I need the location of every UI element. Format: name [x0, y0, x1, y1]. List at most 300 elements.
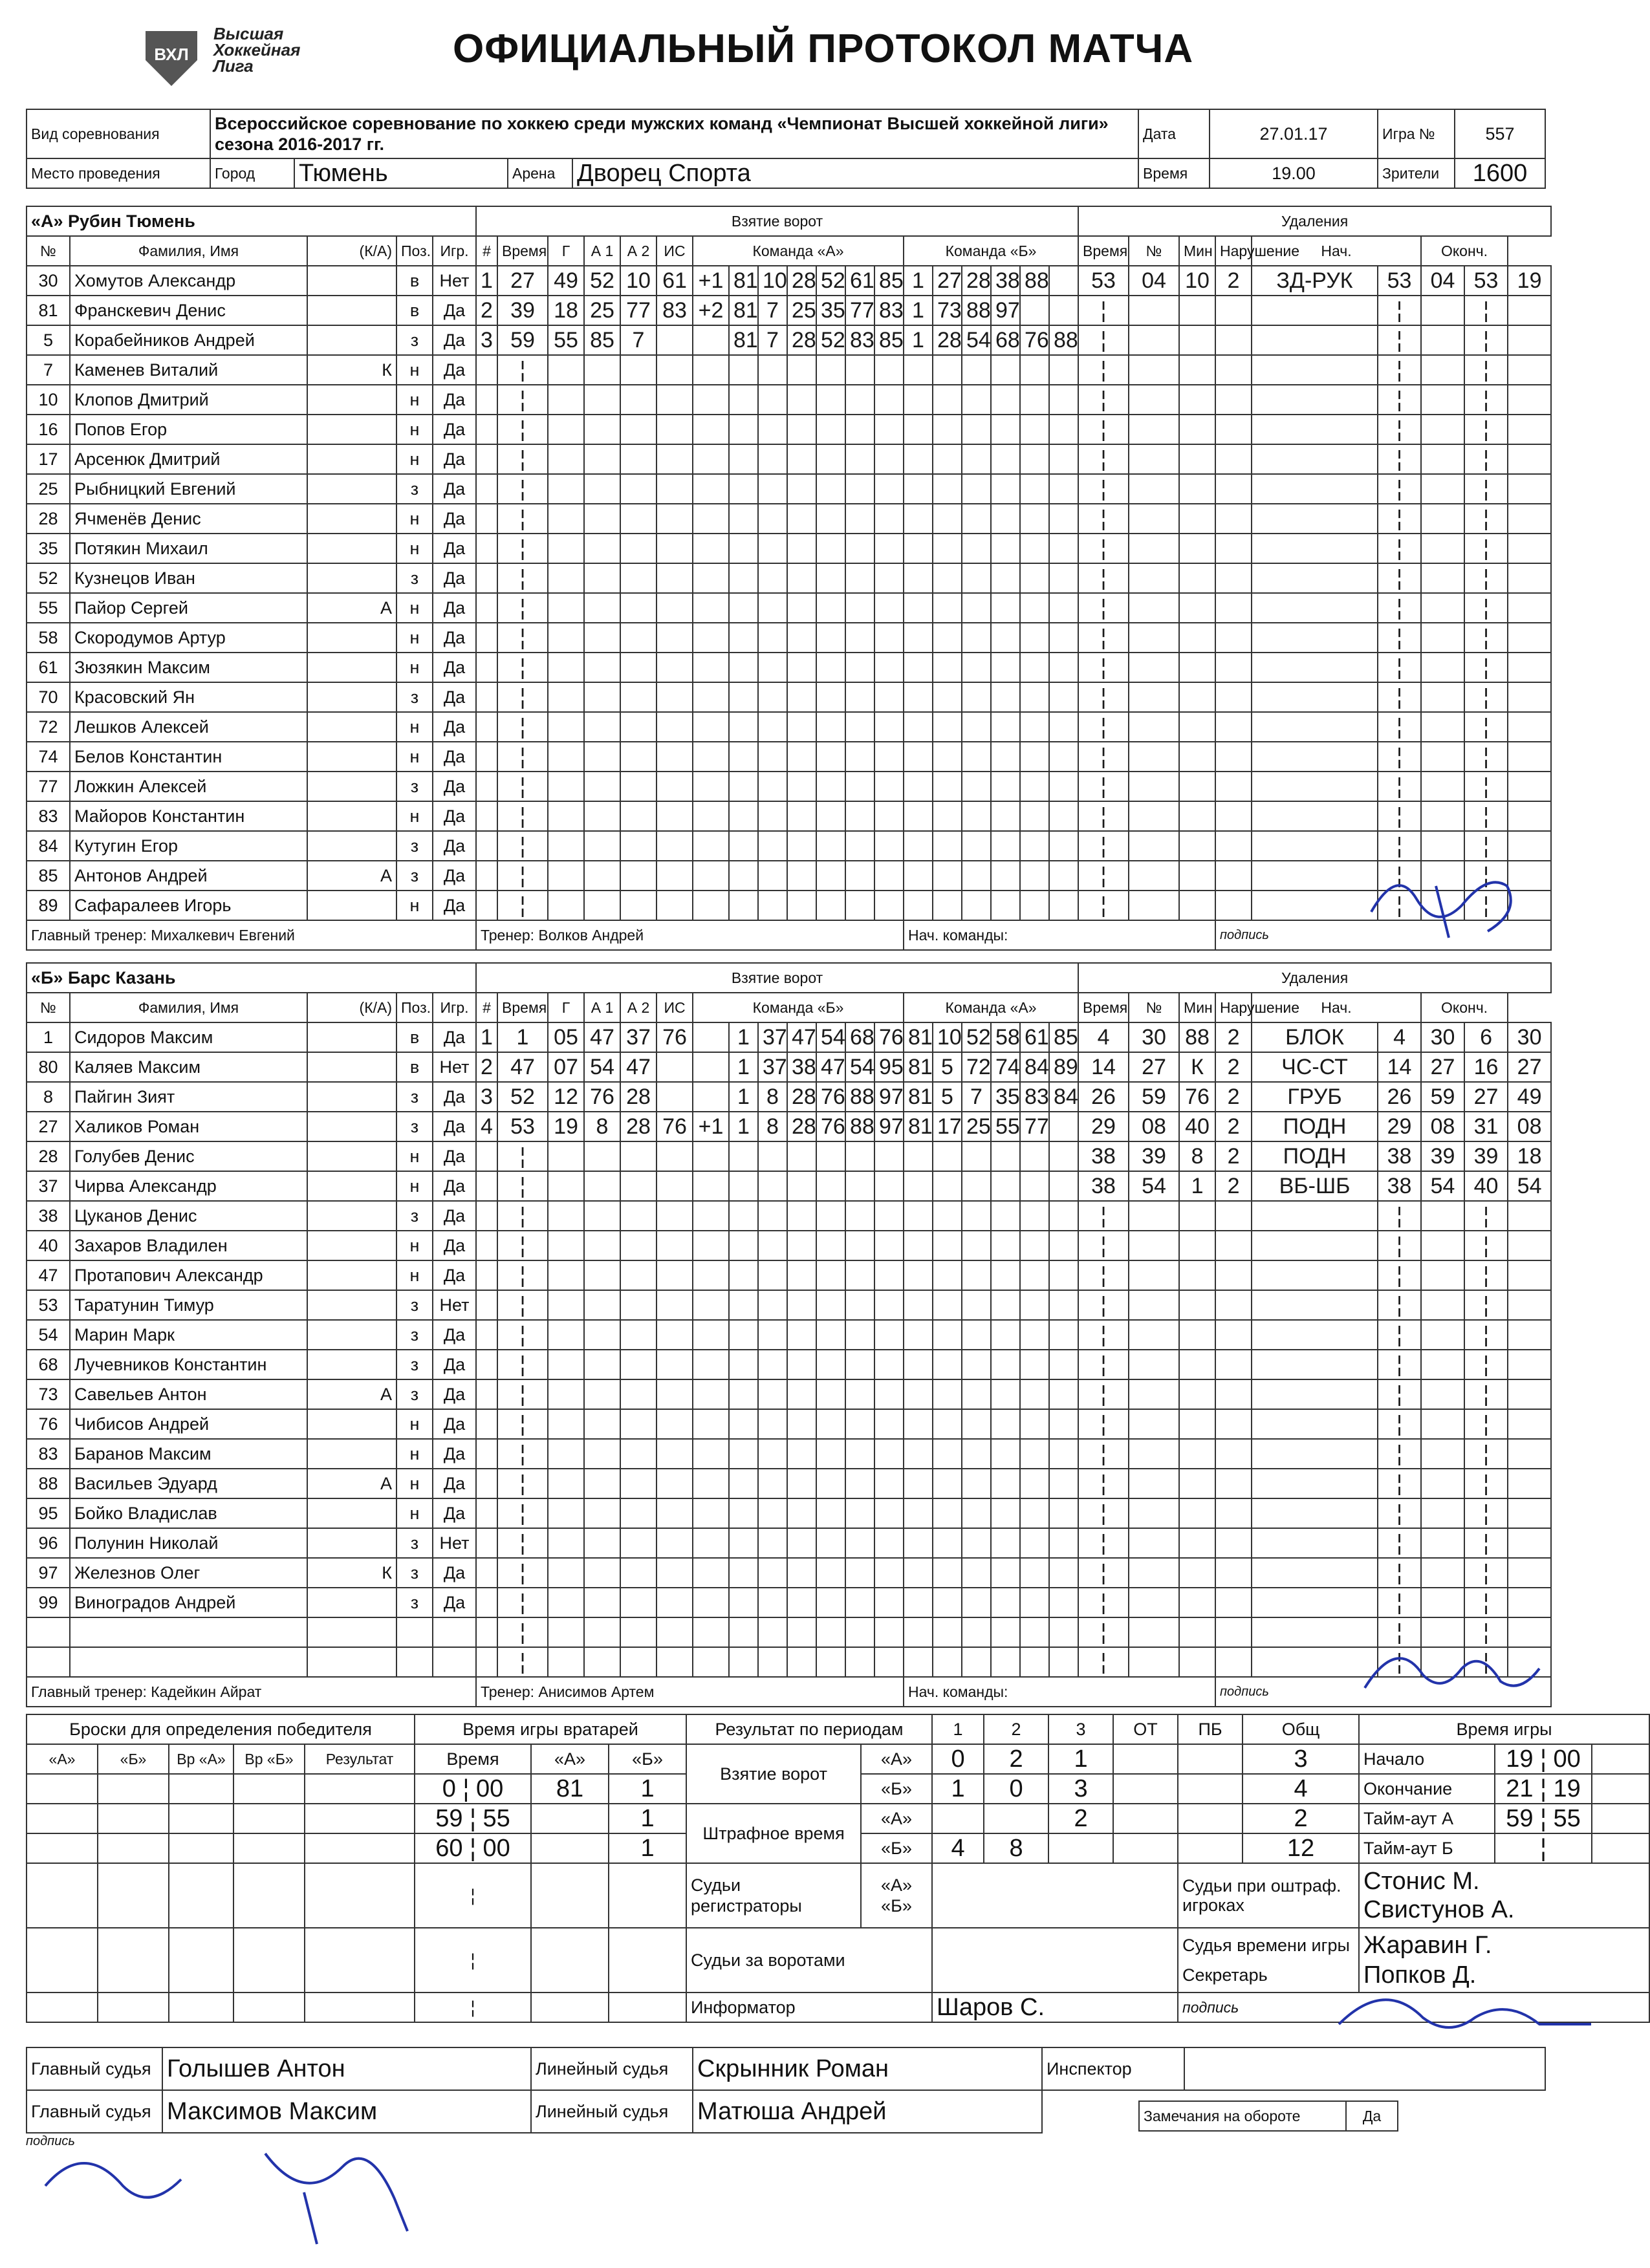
goalie-cell: 1 — [609, 1804, 686, 1833]
goal-cell: 88 — [1049, 325, 1078, 355]
penalty-cell — [1129, 861, 1179, 891]
penalty-cell — [1179, 563, 1215, 593]
player-position: з — [396, 831, 433, 861]
goalie-b-header: «Б» — [609, 1744, 686, 1774]
goal-cell — [693, 1260, 729, 1290]
goal-cell — [657, 474, 693, 504]
penalty-cell: 39 — [1129, 1141, 1179, 1171]
goal-cell — [476, 1558, 497, 1588]
goal-cell — [874, 385, 904, 415]
penalty-cell — [1252, 1439, 1378, 1469]
penalty-cell — [1421, 742, 1464, 772]
goal-cell — [787, 1201, 816, 1231]
col-a1-header: А 1 — [584, 993, 620, 1022]
goal-cell — [620, 623, 657, 653]
goal-cell — [787, 1498, 816, 1528]
goal-cell — [874, 1260, 904, 1290]
goal-cell — [693, 1498, 729, 1528]
goal-cell — [693, 444, 729, 474]
player-number: 53 — [27, 1290, 70, 1320]
penalty-cell: ¦ — [1378, 1439, 1421, 1469]
goal-cell — [476, 861, 497, 891]
player-number: 97 — [27, 1558, 70, 1588]
goal-cell — [816, 653, 845, 682]
penalty-cell: 54 — [1129, 1171, 1179, 1201]
trainer: Тренер: Волков Андрей — [476, 920, 904, 950]
player-number: 84 — [27, 831, 70, 861]
player-number: 77 — [27, 772, 70, 801]
penalty-cell — [1179, 415, 1215, 444]
player-name: Сафаралеев Игорь — [70, 891, 307, 920]
goal-cell — [933, 772, 962, 801]
penalty-cell — [1421, 1350, 1464, 1379]
player-name: Голубев Денис — [70, 1141, 307, 1171]
period-pb-header: ПБ — [1178, 1714, 1243, 1744]
goal-cell — [845, 1588, 874, 1617]
goal-cell — [758, 742, 787, 772]
goal-cell — [476, 1469, 497, 1498]
goal-cell — [845, 1409, 874, 1439]
team_a-table — [26, 206, 1552, 951]
goal-cell — [476, 891, 497, 920]
goal-cell — [476, 712, 497, 742]
goal-cell — [874, 474, 904, 504]
goal-cell — [548, 1558, 584, 1588]
player-number — [27, 1647, 70, 1677]
goal-cell — [845, 1379, 874, 1409]
penalty-cell: ¦ — [1464, 1260, 1508, 1290]
player-name: Корабейников Андрей — [70, 325, 307, 355]
goal-cell — [693, 682, 729, 712]
penalty-cell: ¦ — [1464, 474, 1508, 504]
goal-cell — [1020, 1409, 1049, 1439]
player-captain — [307, 1647, 396, 1677]
goal-cell — [758, 563, 787, 593]
col-pmin-header: Мин — [1179, 236, 1215, 266]
player-played: Да — [433, 891, 476, 920]
goal-cell — [991, 1469, 1020, 1498]
goal-cell — [1049, 504, 1078, 534]
penalty-cell: 38 — [1378, 1141, 1421, 1171]
penalty-cell: ¦ — [1378, 653, 1421, 682]
player-position: з — [396, 1320, 433, 1350]
penalty-cell — [1252, 1498, 1378, 1528]
penalty-cell — [1421, 474, 1464, 504]
penalty-cell: ¦ — [1078, 1439, 1129, 1469]
player-number: 28 — [27, 504, 70, 534]
player-position: н — [396, 415, 433, 444]
goal-cell — [620, 534, 657, 563]
penalty-cell — [1421, 1260, 1464, 1290]
penalty-cell: БЛОК — [1252, 1022, 1378, 1052]
player-number: 52 — [27, 563, 70, 593]
player-name: Пайгин Зият — [70, 1082, 307, 1112]
goal-cell — [933, 1617, 962, 1647]
goal-cell — [1049, 1647, 1078, 1677]
goal-cell — [816, 1558, 845, 1588]
goal-cell — [962, 742, 991, 772]
goal-cell — [933, 891, 962, 920]
period-total-cell: 4 — [1243, 1774, 1359, 1804]
goal-cell — [584, 444, 620, 474]
period-cell — [1178, 1833, 1243, 1863]
penalty-cell — [1129, 415, 1179, 444]
goal-cell — [1020, 861, 1049, 891]
goal-cell — [904, 415, 933, 444]
player-name: Пайор Сергей — [70, 593, 307, 623]
penalty-cell: ¦ — [1378, 474, 1421, 504]
goal-cell: 38 — [991, 266, 1020, 296]
goal-cell — [962, 385, 991, 415]
penalty-cell: 18 — [1508, 1141, 1551, 1171]
penalty-cell — [1252, 474, 1378, 504]
penalty-cell: ¦ — [1078, 1498, 1129, 1528]
goal-cell: 7 — [962, 1082, 991, 1112]
player-position: з — [396, 474, 433, 504]
goal-cell: 25 — [962, 1112, 991, 1141]
goal-cell — [816, 1528, 845, 1558]
penalty-cell — [1179, 623, 1215, 653]
goal-cell — [962, 1588, 991, 1617]
goal-cell — [620, 1290, 657, 1320]
goal-cell — [874, 593, 904, 623]
col-ptime-header: Время — [1078, 993, 1129, 1022]
goal-cell: 47 — [584, 1022, 620, 1052]
player-played: Да — [433, 1171, 476, 1201]
goal-cell — [476, 801, 497, 831]
player-position: н — [396, 1469, 433, 1498]
goal-cell: 8 — [758, 1082, 787, 1112]
goal-cell — [476, 1647, 497, 1677]
period-cell: 2 — [984, 1744, 1048, 1774]
goal-cell: 81 — [729, 325, 758, 355]
goal-cell — [758, 355, 787, 385]
trainer: Тренер: Анисимов Артем — [476, 1677, 904, 1707]
player-number: 37 — [27, 1171, 70, 1201]
shootout-b-header: «Б» — [98, 1744, 169, 1774]
goal-cell — [729, 504, 758, 534]
goal-cell — [991, 355, 1020, 385]
player-number: 76 — [27, 1409, 70, 1439]
player-row — [27, 742, 1551, 772]
goal-cell — [904, 1528, 933, 1558]
player-row — [27, 1617, 1551, 1647]
penalty-cell — [1215, 772, 1252, 801]
notes-label: Замечания на обороте — [1139, 2101, 1346, 2131]
goal-cell: 28 — [933, 325, 962, 355]
penalty-cell — [1508, 385, 1551, 415]
goal-cell — [548, 742, 584, 772]
penalty-cell: ¦ — [1078, 1469, 1129, 1498]
goal-cell — [962, 831, 991, 861]
goal-cell: 28 — [787, 266, 816, 296]
penalty-cell: К — [1179, 1052, 1215, 1082]
periods-pen-label: Штрафное время — [686, 1804, 861, 1863]
player-position: з — [396, 1290, 433, 1320]
goal-cell — [991, 1588, 1020, 1617]
goal-cell — [729, 831, 758, 861]
penalty-cell — [1179, 861, 1215, 891]
goal-cell — [962, 1617, 991, 1647]
goal-cell: 1 — [904, 266, 933, 296]
penalty-cell: ¦ — [1378, 831, 1421, 861]
goal-cell — [729, 1409, 758, 1439]
player-played: Да — [433, 653, 476, 682]
penalty-cell — [1508, 1320, 1551, 1350]
penalty-cell — [1179, 1350, 1215, 1379]
col-name-header: Фамилия, Имя — [70, 236, 307, 266]
period-cell — [1048, 1833, 1113, 1863]
goal-cell — [874, 1409, 904, 1439]
player-captain — [307, 772, 396, 801]
goal-cell — [1020, 772, 1049, 801]
penalty-cell — [1252, 742, 1378, 772]
penalty-cell — [1129, 534, 1179, 563]
goal-cell — [729, 474, 758, 504]
player-number: 35 — [27, 534, 70, 563]
team-chief: Нач. команды: — [904, 920, 1215, 950]
player-played: Да — [433, 296, 476, 325]
penalty-cell — [1179, 891, 1215, 920]
goal-cell — [933, 1260, 962, 1290]
player-name: Чибисов Андрей — [70, 1409, 307, 1439]
goal-cell — [548, 1141, 584, 1171]
player-name: Баранов Максим — [70, 1439, 307, 1469]
player-captain — [307, 1290, 396, 1320]
penalty-cell — [1508, 1409, 1551, 1439]
player-row — [27, 1231, 1551, 1260]
goal-cell — [816, 563, 845, 593]
goal-cell — [620, 1260, 657, 1290]
penalty-cell — [1215, 355, 1252, 385]
goal-cell — [933, 1171, 962, 1201]
goal-cell — [620, 444, 657, 474]
col-num-header: № — [27, 993, 70, 1022]
player-position: н — [396, 1439, 433, 1469]
vhl-logo-icon — [136, 25, 207, 89]
goal-cell: 1 — [729, 1022, 758, 1052]
periods-goals-label: Взятие ворот — [686, 1744, 861, 1804]
penalty-cell — [1215, 296, 1252, 325]
penalty-cell — [1215, 1260, 1252, 1290]
player-played: Да — [433, 1022, 476, 1052]
penalty-cell: ¦ — [1464, 325, 1508, 355]
penalty-cell — [1129, 1617, 1179, 1647]
penalty-cell — [1215, 1617, 1252, 1647]
goal-cell — [620, 1171, 657, 1201]
col-name-header: Фамилия, Имя — [70, 993, 307, 1022]
col-pnum-header: № — [1129, 993, 1179, 1022]
penalty-cell — [1179, 534, 1215, 563]
penalty-cell — [1252, 563, 1378, 593]
goal-cell — [729, 593, 758, 623]
player-captain — [307, 1350, 396, 1379]
goal-cell — [620, 1201, 657, 1231]
goal-cell — [758, 1201, 787, 1231]
goal-cell — [1020, 474, 1049, 504]
player-captain — [307, 563, 396, 593]
goal-cell — [548, 653, 584, 682]
penalty-cell: 38 — [1078, 1171, 1129, 1201]
goal-cell: 28 — [787, 1112, 816, 1141]
penalty-cell: ¦ — [1378, 1409, 1421, 1439]
goal-cell — [657, 623, 693, 653]
col-pos-header: Поз. — [396, 236, 433, 266]
penalty-cell — [1179, 296, 1215, 325]
goal-cell — [548, 831, 584, 861]
penalty-cell — [1129, 623, 1179, 653]
goal-cell — [758, 1528, 787, 1558]
goal-cell — [584, 742, 620, 772]
date-value: 27.01.17 — [1210, 109, 1378, 158]
penalty-cell — [1215, 742, 1252, 772]
penalty-cell — [1252, 444, 1378, 474]
penalty-cell — [1252, 1260, 1378, 1290]
player-position: з — [396, 1201, 433, 1231]
city-value: Тюмень — [294, 158, 508, 188]
penalty-cell: ¦ — [1464, 653, 1508, 682]
line-referee-label-2: Линейный судья — [531, 2090, 693, 2133]
goalie-row: 0 ¦ 00 — [415, 1774, 531, 1804]
signature-team-b — [1345, 1630, 1552, 1707]
goal-cell — [758, 891, 787, 920]
penalty-cell: ¦ — [1078, 653, 1129, 682]
goal-cell: ¦ — [497, 1260, 548, 1290]
goal-cell — [620, 1409, 657, 1439]
goalie-row: 60 ¦ 00 — [415, 1833, 531, 1863]
goal-cell — [816, 1439, 845, 1469]
goal-cell — [933, 563, 962, 593]
goal-cell — [787, 1320, 816, 1350]
periods-goals-a-label: «А» — [861, 1744, 932, 1774]
informer-value: Шаров С. — [932, 1993, 1178, 2022]
penalty-cell — [1508, 1379, 1551, 1409]
goal-cell: 83 — [657, 296, 693, 325]
penalty-cell: ¦ — [1464, 831, 1508, 861]
penalties-title: Удаления — [1078, 206, 1551, 236]
penalty-cell: ¦ — [1078, 593, 1129, 623]
goal-cell — [991, 1528, 1020, 1558]
goal-cell — [845, 712, 874, 742]
goal-cell — [693, 1231, 729, 1260]
goal-cell — [476, 1379, 497, 1409]
goal-cell — [904, 682, 933, 712]
goal-cell — [476, 1409, 497, 1439]
goal-cell — [1020, 1231, 1049, 1260]
goal-cell — [991, 1260, 1020, 1290]
player-row — [27, 355, 1551, 385]
player-position: н — [396, 742, 433, 772]
goal-cell — [1049, 772, 1078, 801]
goal-cell — [962, 1201, 991, 1231]
goal-cell — [1049, 1469, 1078, 1498]
goal-cell — [548, 682, 584, 712]
goal-cell — [729, 653, 758, 682]
penalty-cell — [1421, 325, 1464, 355]
player-row — [27, 1290, 1551, 1320]
col-num-header: № — [27, 236, 70, 266]
penalty-cell: ¦ — [1078, 385, 1129, 415]
goal-cell — [962, 891, 991, 920]
goal-cell — [933, 1141, 962, 1171]
player-played: Да — [433, 1320, 476, 1350]
player-position: в — [396, 266, 433, 296]
player-name: Клопов Дмитрий — [70, 385, 307, 415]
penalty-cell: ¦ — [1378, 385, 1421, 415]
goal-cell — [845, 1558, 874, 1588]
penalty-cell — [1252, 1588, 1378, 1617]
goal-cell: 35 — [991, 1082, 1020, 1112]
player-captain — [307, 504, 396, 534]
goal-cell — [1049, 415, 1078, 444]
penalty-cell: 30 — [1129, 1022, 1179, 1052]
penalty-cell — [1252, 653, 1378, 682]
goal-cell: 1 — [904, 296, 933, 325]
goal-cell — [548, 504, 584, 534]
player-played: Да — [433, 712, 476, 742]
player-row — [27, 1647, 1551, 1677]
goal-cell: ¦ — [497, 1588, 548, 1617]
goal-cell: 97 — [874, 1082, 904, 1112]
goal-cell — [1020, 831, 1049, 861]
penalty-cell — [1508, 1290, 1551, 1320]
period-ot-header: ОТ — [1113, 1714, 1178, 1744]
penalty-cell — [1129, 504, 1179, 534]
goal-cell — [874, 831, 904, 861]
goal-cell — [758, 415, 787, 444]
goal-cell — [904, 474, 933, 504]
penalty-cell: ¦ — [1078, 861, 1129, 891]
goal-cell — [758, 772, 787, 801]
player-name: Цуканов Денис — [70, 1201, 307, 1231]
goal-cell — [991, 1617, 1020, 1647]
player-name: Бойко Владислав — [70, 1498, 307, 1528]
player-position: н — [396, 444, 433, 474]
penalty-cell: 2 — [1215, 1022, 1252, 1052]
goal-cell — [693, 1528, 729, 1558]
penalty-cell — [1252, 593, 1378, 623]
goal-cell — [1049, 742, 1078, 772]
period-cell: 8 — [984, 1833, 1048, 1863]
penalty-cell: ¦ — [1464, 1558, 1508, 1588]
player-position: з — [396, 325, 433, 355]
goal-cell — [787, 444, 816, 474]
goal-cell — [729, 355, 758, 385]
goal-cell — [874, 1350, 904, 1379]
goal-cell — [584, 1231, 620, 1260]
penalty-cell: ¦ — [1464, 415, 1508, 444]
goal-cell — [787, 1231, 816, 1260]
goal-cell — [962, 653, 991, 682]
period-total-cell: 3 — [1243, 1744, 1359, 1774]
penalty-cell: ¦ — [1378, 1617, 1421, 1647]
col-pnum-header: № — [1129, 236, 1179, 266]
goal-cell — [787, 593, 816, 623]
col-g-header: Г — [548, 236, 584, 266]
penalty-cell — [1179, 1260, 1215, 1290]
head-coach: Главный тренер: Кадейкин Айрат — [27, 1677, 476, 1707]
goal-cell: ¦ — [497, 1379, 548, 1409]
goal-cell — [548, 563, 584, 593]
goal-cell — [816, 1290, 845, 1320]
goal-cell — [991, 415, 1020, 444]
goal-cell — [1049, 1439, 1078, 1469]
penalty-cell — [1215, 1528, 1252, 1558]
goal-cell — [729, 712, 758, 742]
penalty-cell: ¦ — [1464, 1350, 1508, 1379]
player-captain — [307, 712, 396, 742]
goal-cell — [476, 385, 497, 415]
